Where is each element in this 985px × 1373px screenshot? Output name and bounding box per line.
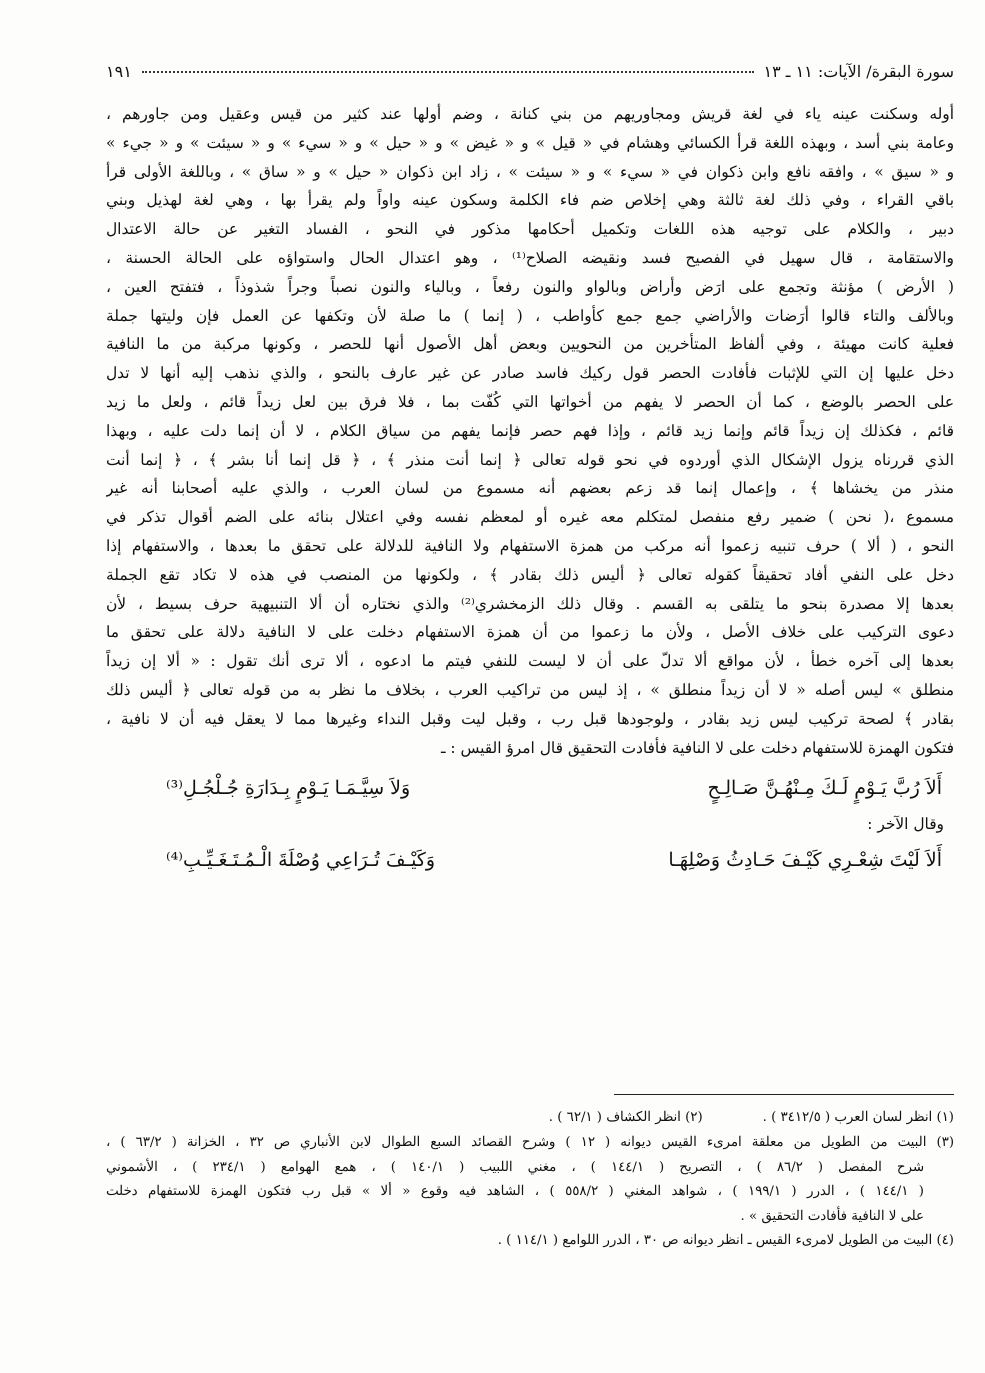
verse-2-second-hemistich: وَكَيْـفَ تُـرَاعِي وُصْلَةَ الْـمُـتَـغَـيِّـبِ⁽⁴⁾ <box>166 849 436 872</box>
page-number: ١٩١ <box>106 62 132 81</box>
body-line: على الحصر بالوضع ، كما أن الحصر لا يفهم من أخواتها التي كُفّت بما ، فلا فرق بين لعل زيداً قائم ، ولعل ما زيد <box>106 392 954 411</box>
footnote-separator <box>614 1094 954 1095</box>
body-line: دعوى التركيب على خلاف الأصل ، ولأن ما زعموا من أن همزة الاستفهام دخلت على لا النافية دلالة على تحقق ما <box>106 623 954 642</box>
body-line: منذر من يخشاها ﴾ ، وإعمال إنما قد زعم بعضهم أنه مسموع من لسان العرب ، والذي عليه أصحابنا أنه غير <box>106 479 954 498</box>
body-line: دبير ، والكلام على توجيه هذه اللغات وتكميل أحكامها مذكور في النحو ، الفساد التغير عن حالة الاعتدال <box>106 220 954 239</box>
body-line: النحو ، ( ألا ) حرف تنبيه زعموا أنه مركب من همزة الاستفهام ولا النافية للدلالة على تحقق ما بعدها ، والاستفهام إذا <box>106 536 954 555</box>
body-line: والاستقامة ، قال سهيل في الفصيح فسد ونقيضه الصلاح⁽¹⁾ ، وهو اعتدال الحال واستواؤه على الحالة الحسنة ، <box>106 248 954 267</box>
body-line: دخل عليها إن التي للإثبات فأفادت الحصر قول ركيك فاسد صادر عن غير عارف بالنحو ، والذي نذهب إليه أنها لا تدل <box>106 364 954 383</box>
body-line: باقي القراء ، وفي ذلك لغة ثالثة وهي إخلاص ضم فاء الكلمة وسكون عينه واواً ولم يقرأ بها ، وهي لغة لهذيل وبني <box>106 191 954 210</box>
footnote-3-line: على لا النافية فأفادت التحقيق » . <box>740 1208 924 1224</box>
footnote-3-line: ( ١٤٤/١ ) ، الدرر ( ١٩٩/١ ) ، شواهد المغني ( ٥٥٨/٢ ) ، الشاهد فيه وقوع « ألا » قبل رب فتكون الهمزة للاستفهام دخلت <box>106 1184 924 1199</box>
body-line: منطلق » ليس أصله « لا أن زيداً منطلق » ، إذ ليس من تراكيب العرب ، بخلاف ما نظر به من قوله تعالى ﴿ أليس ذلك <box>106 680 954 699</box>
body-line: الذي قررناه يزول الإشكال الذي أوردوه في نحو قوله تعالى ﴿ إنما أنت منذر ﴾ ، ﴿ قل إنما أنا بشر ﴾ ، ﴿ إنما أنت <box>106 450 954 469</box>
footnotes <box>106 1105 954 1254</box>
body-line: أوله وسكنت عينه ياء في لغة قريش ومجاوريهم من بني كنانة ، وضم أولها عند كثير من قيس وعقيل ومن جاورهم ، <box>106 105 954 123</box>
verse-1-second-hemistich: وَلاَ سِيَّـمَـا يَـوْمٍ بِـدَارَةِ جُـلْجُـلِ⁽³⁾ <box>166 777 411 800</box>
body-line: فتكون الهمزة للاستفهام دخلت على لا النافية فأفادت التحقيق قال امرؤ القيس : ـ <box>440 738 954 757</box>
running-header <box>106 62 954 86</box>
body-line: قائم ، فكذلك إن زيداً قائم وإنما زيد قائم ، وإذا فهم حصر فإنما يفهم من سياق الكلام ، لا أن إنما دلت عليه ، وبهذا <box>106 421 954 440</box>
header-dotted-leader <box>142 71 754 73</box>
verse-2 <box>106 840 954 880</box>
body-line: وعامة بني أسد ، وبهذه اللغة قرأ الكسائي وهشام في « قيل » و « غيض » و « حيل » و « سيء » و « سيئت » و « جيء » <box>106 133 954 152</box>
body-line: بعدها إلى آخره خطأ ، لأن مواقع ألا تدلّ على أن لا ليست للنفي فيتم ما ادعوه ، ألا ترى أنك تقول : « ألا إن زيداً <box>106 652 954 671</box>
body-line: بعدها إلا مصدرة بنحو ما يتلقى به القسم . وقال ذلك الزمخشري⁽²⁾ والذي نختاره أن ألا التنبيهية حرف بسيط ، لأن <box>106 594 954 613</box>
verse-1 <box>106 768 954 808</box>
book-page <box>106 62 954 1248</box>
header-title: سورة البقرة/ الآيات: ١١ ـ ١٣ <box>763 62 954 81</box>
footnote-2: (٢) انظر الكشاف ( ٦٢/١ ) . <box>548 1110 703 1125</box>
body-line: فعلية كانت مهيئة ، وفي ألفاظ المتأخرين من النحويين وبعض أهل الأصول أنها للحصر ، وكونها مركبة من ما النافية <box>106 335 954 354</box>
footnote-3-line: شرح المفصل ( ٨٦/٢ ) ، التصريح ( ١٤٤/١ ) ، مغني اللبيب ( ١٤٠/١ ) ، همع الهوامع ( ٢٣٤/١ ) ، الأشموني <box>106 1159 924 1175</box>
footnote-1: (١) انظر لسان العرب ( ٣٤١٢/٥ ) . <box>762 1110 954 1125</box>
body-line: وبالألف والتاء قالوا أرَضات والأراضي جمع جمع كأواطب ، ( إنما ) ما صلة لأن وتكفها عن العمل فإن وليتها جملة <box>106 306 954 325</box>
body-line: ( الأرض ) مؤنثة وتجمع على ارَض وأراض وبالواو والنون رفعاً ، وبالياء والنون نصباً وجراً شذوذاً ، فتفتح العين ، <box>106 277 954 296</box>
footnotes-row-1 <box>106 1105 954 1131</box>
footnote-3 <box>106 1131 954 1229</box>
body-line: و « سيق » ، وافقه نافع وابن ذكوان في « سيء » و « سيئت » ، زاد ابن ذكوان « حيل » و « ساق » ، وباللغة الأولى قرأ <box>106 162 954 181</box>
verse-intro: وقال الآخر : <box>867 815 944 834</box>
verse-2-first-hemistich: أَلاَ لَيْتَ شِعْـرِي كَيْـفَ حَـادِثُ وَصْلِهَـا <box>668 849 942 872</box>
body-line: مسموع ،( نحن ) ضمير رفع منفصل لمتكلم معه غيره أو لمعظم نفسه وفي اعتلال بنائه على الضم أقوال تذكر في <box>106 508 954 527</box>
body-text <box>106 100 954 762</box>
verse-1-first-hemistich: أَلاَ رُبَّ يَـوْمٍ لَـكَ مِـنْهُـنَّ صَـالِـحٍ <box>707 777 942 800</box>
body-line: دخل على النفي أفاد تحقيقاً كقوله تعالى ﴿ أليس ذلك بقادر ﴾ ، ولكونها من المنصب في هذه لا تكاد تقع الجملة <box>106 565 954 584</box>
body-line: بقادر ﴾ لصحة تركيب ليس زيد بقادر ، ولوجودها قبل رب ، وقبل ليت وقبل النداء وغيرها مما لا يعقل فيه أن لا نافية ، <box>106 709 954 728</box>
footnote-4: (٤) البيت من الطويل لامرىء القيس ـ انظر ديوانه ص ٣٠ ، الدرر اللوامع ( ١١٤/١ ) . <box>497 1233 954 1248</box>
footnote-3-line: (٣) البيت من الطويل من معلقة امرىء القيس ديوانه ( ١٢ ) وشرح القصائد السبع الطوال لابن الأنباري ص ٣٢ ، الخزانة ( ٦٣/٢ ) ، <box>106 1135 954 1150</box>
